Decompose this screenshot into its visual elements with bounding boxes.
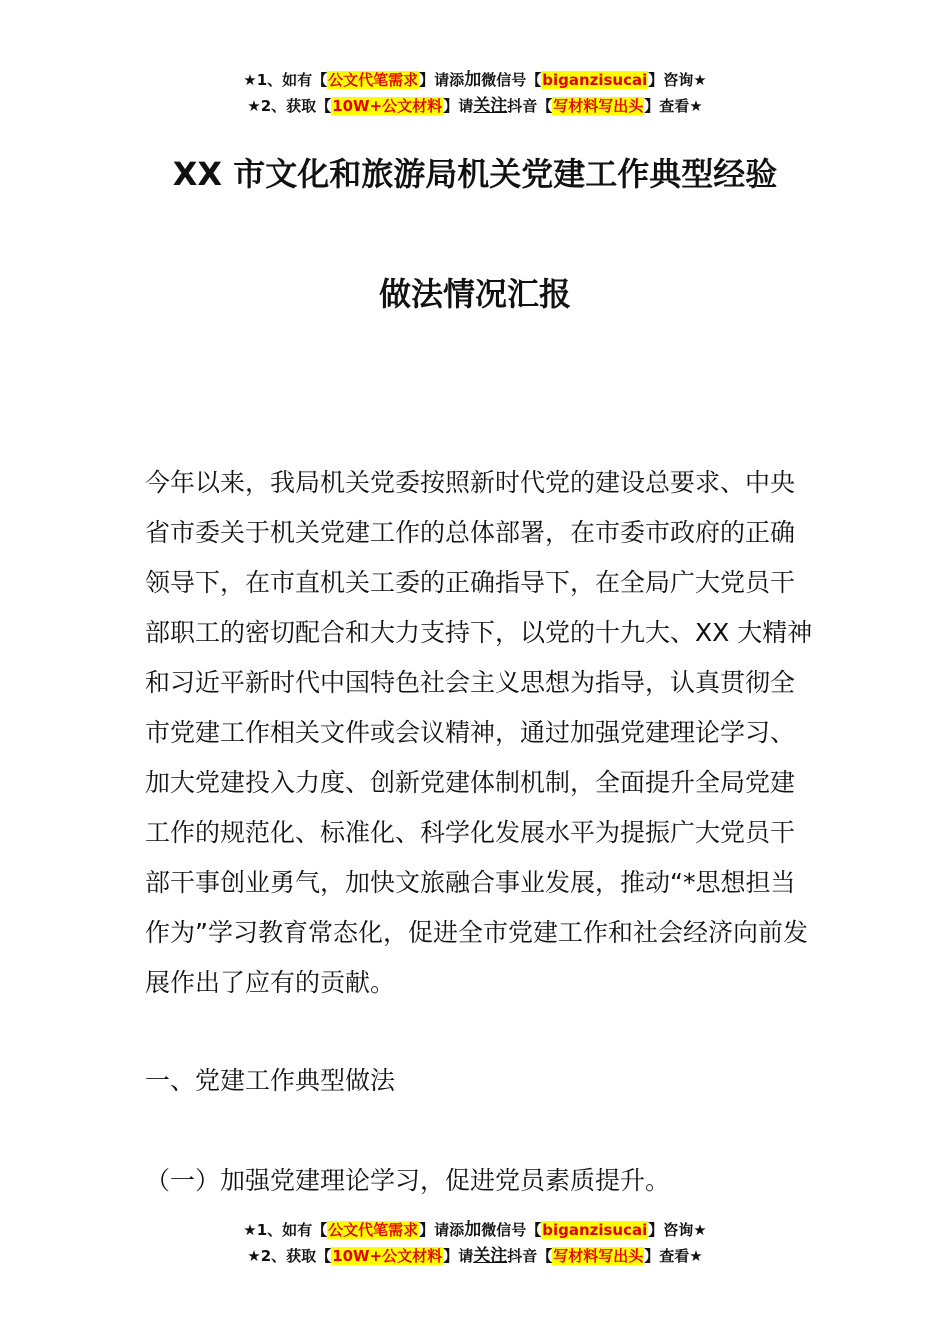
footer-banner-line-2 bbox=[0, 1243, 950, 1269]
footer-line1-middle2: 微信号【 bbox=[481, 1221, 542, 1239]
banner-highlight-service: 公文代笔需求 bbox=[328, 71, 419, 89]
document-title-line-2: 做法情况汇报 bbox=[378, 275, 571, 313]
footer-line2-middle2: 抖音【 bbox=[507, 1247, 553, 1265]
footer-banner bbox=[0, 1217, 950, 1269]
subsection-heading: （一）加强党建理论学习，促进党员素质提升。 bbox=[145, 1166, 671, 1195]
banner-highlight-douyin-account: 写材料写出头 bbox=[553, 97, 644, 115]
banner-line1-prefix: ★1、如有【 bbox=[243, 71, 328, 89]
banner-line-1 bbox=[0, 67, 950, 93]
banner-highlight-materials: 10W+公文材料 bbox=[332, 97, 443, 115]
footer-line1-middle: 】请添 bbox=[419, 1221, 465, 1239]
intro-paragraph: 今年以来，我局机关党委按照新时代党的建设总要求、中央省市委关于机关党建工作的总体部署，在市委市政府的正确领导下，在市直机关工委的正确指导下，在全局广大党员干部职工的密切配合和大力支持下，以党的十九大、XX 大精神和习近平新时代中国特色社会主义思想为指导，认真贯彻全市党建工作相关文件或会议精神，通过加强党建理论学习、加大党建投入力度、创新党建体制机制，全面提升全局党建工作的规范化、标准化、科学化发展水平为提振广大党员干部干事创业勇气，加快文旅融合事业发展，推动“*思想担当作为”学习教育常态化，促进全市党建工作和社会经济向前发展作出了应有的贡献。 bbox=[145, 468, 813, 997]
banner-line-2 bbox=[0, 93, 950, 119]
footer-line2-underlined: 关注 bbox=[473, 1246, 508, 1266]
footer-highlight-materials: 10W+公文材料 bbox=[332, 1247, 443, 1265]
banner-line2-underlined: 关注 bbox=[473, 96, 508, 116]
banner-line2-middle: 】请 bbox=[443, 97, 474, 115]
banner-line1-suffix: 】咨询★ bbox=[648, 71, 707, 89]
banner-line1-emphasis: 加 bbox=[464, 70, 482, 90]
section-heading: 一、党建工作典型做法 bbox=[145, 1066, 396, 1095]
footer-line1-suffix: 】咨询★ bbox=[648, 1221, 707, 1239]
document-title-line-1: XX 市文化和旅游局机关党建工作典型经验 bbox=[172, 155, 778, 193]
banner-line1-middle: 】请添 bbox=[419, 71, 465, 89]
footer-banner-line-1 bbox=[0, 1217, 950, 1243]
footer-line1-prefix: ★1、如有【 bbox=[243, 1221, 328, 1239]
banner-highlight-wechat-id: biganzisucai bbox=[542, 71, 648, 89]
footer-line1-emphasis: 加 bbox=[464, 1220, 482, 1240]
footer-highlight-douyin-account: 写材料写出头 bbox=[553, 1247, 644, 1265]
footer-line2-suffix: 】查看★ bbox=[644, 1247, 703, 1265]
header-banner bbox=[0, 67, 950, 119]
banner-line2-suffix: 】查看★ bbox=[644, 97, 703, 115]
footer-highlight-wechat-id: biganzisucai bbox=[542, 1221, 648, 1239]
footer-highlight-service: 公文代笔需求 bbox=[328, 1221, 419, 1239]
banner-line1-middle2: 微信号【 bbox=[481, 71, 542, 89]
banner-line2-middle2: 抖音【 bbox=[507, 97, 553, 115]
banner-line2-prefix: ★2、获取【 bbox=[247, 97, 332, 115]
footer-line2-middle: 】请 bbox=[443, 1247, 474, 1265]
footer-line2-prefix: ★2、获取【 bbox=[247, 1247, 332, 1265]
